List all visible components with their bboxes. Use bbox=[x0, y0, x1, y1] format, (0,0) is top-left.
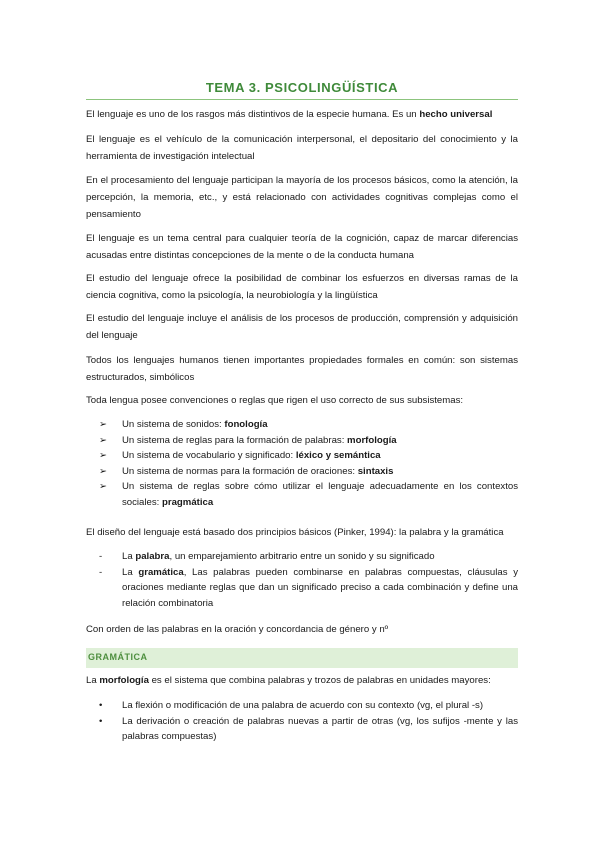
paragraph-6: El estudio del lenguaje incluye el análisis de los procesos de producción, comprensión y adquisición del lenguaje bbox=[86, 313, 518, 341]
arrow-bullet-icon: ➢ bbox=[99, 434, 108, 446]
arrow-bullet-icon: ➢ bbox=[99, 465, 108, 477]
principles-list bbox=[86, 549, 518, 611]
text: Un sistema de reglas para la formación de palabras: bbox=[122, 434, 348, 446]
text: La flexión o modificación de una palabra de acuerdo con su contexto (vg, el plural -s) bbox=[122, 700, 484, 711]
text: La bbox=[122, 566, 139, 578]
paragraph-5: El estudio del lenguaje ofrece la posibilidad de combinar los esfuerzos en diversas ramas de la ciencia cognitiva, como la psicología, la neurobiología y la lingüística bbox=[86, 273, 518, 301]
bold-text: palabra bbox=[135, 551, 170, 562]
paragraph-7: Todos los lenguajes humanos tienen importantes propiedades formales en común: son sistemas estructurados, simbólicos bbox=[86, 355, 518, 383]
bold-text: fonología bbox=[224, 419, 268, 430]
text: Un sistema de reglas sobre cómo utilizar el lenguaje adecuadamente en los contextos sociales: bbox=[122, 481, 518, 508]
section-heading-band bbox=[86, 648, 518, 668]
text: La derivación o creación de palabras nuevas a partir de otras (vg, los sufijos -mente y las palabras compuestas) bbox=[122, 715, 518, 742]
section-intro bbox=[86, 672, 518, 689]
text: Un sistema de vocabulario y significado: bbox=[122, 450, 296, 461]
text: La bbox=[86, 675, 100, 686]
arrow-bullet-icon: ➢ bbox=[99, 481, 108, 492]
paragraph-9: El diseño del lenguaje está basado dos principios básicos (Pinker, 1994): la palabra y la gramática bbox=[86, 527, 504, 538]
list-item bbox=[86, 565, 518, 612]
paragraph-2: El lenguaje es el vehículo de la comunicación interpersonal, el depositario del conocimiento y la herramienta de investigación intelectual bbox=[86, 134, 518, 162]
dash-bullet-icon: - bbox=[99, 551, 103, 562]
title-underline bbox=[86, 99, 518, 100]
text: es el sistema que combina palabras y trozos de palabras en unidades mayores: bbox=[148, 675, 491, 686]
text: Un sistema de normas para la formación de oraciones: bbox=[122, 465, 358, 477]
bold-text: gramática bbox=[138, 566, 184, 578]
paragraph-10: Con orden de las palabras en la oración y concordancia de género y nº bbox=[86, 624, 389, 635]
paragraph-3: En el procesamiento del lenguaje participan la mayoría de los procesos básicos, como la atención, la percepción, la memoria, etc., y está relacionado con actividades cognitivas complejas como el pensamiento bbox=[86, 175, 518, 220]
list-item bbox=[86, 464, 518, 480]
document-title: TEMA 3. PSICOLINGÜÍSTICA bbox=[205, 80, 399, 95]
list-item bbox=[86, 549, 518, 565]
list-item bbox=[86, 448, 518, 464]
bold-text: léxico y semántica bbox=[295, 450, 381, 461]
dash-bullet-icon: - bbox=[99, 566, 103, 578]
subsystems-list bbox=[86, 417, 518, 510]
text: Un sistema de sonidos: bbox=[122, 419, 225, 430]
bold-text: morfología bbox=[99, 675, 149, 686]
text: , un emparejamiento arbitrario entre un sonido y su significado bbox=[169, 551, 435, 562]
list-item bbox=[86, 433, 518, 449]
text: , Las palabras pueden combinarse en palabras compuestas, cláusulas y oraciones mediante reglas que dan un significado preciso a cada combinación y define una relación combinatoria bbox=[122, 566, 518, 609]
list-item bbox=[86, 479, 518, 510]
paragraph-8: Toda lengua posee convenciones o reglas que rigen el uso correcto de sus subsistemas: bbox=[86, 395, 464, 406]
bold-text: hecho universal bbox=[419, 109, 493, 120]
bold-text: sintaxis bbox=[357, 465, 394, 477]
bullet-icon: • bbox=[99, 715, 103, 727]
text: El lenguaje es uno de los rasgos más distintivos de la especie humana. Es un bbox=[86, 109, 420, 120]
list-item bbox=[86, 698, 518, 714]
morphology-list bbox=[86, 698, 518, 745]
bullet-icon: • bbox=[99, 700, 103, 711]
section-heading: GRAMÁTICA bbox=[88, 652, 148, 662]
arrow-bullet-icon: ➢ bbox=[99, 419, 108, 430]
text: La bbox=[122, 551, 136, 562]
list-item bbox=[86, 714, 518, 745]
list-item bbox=[86, 417, 518, 433]
bold-text: pragmática bbox=[162, 496, 214, 508]
paragraph-1 bbox=[86, 106, 518, 123]
paragraph-4: El lenguaje es un tema central para cualquier teoría de la cognición, capaz de marcar diferencias acusadas entre distintas concepciones de la mente o de la conducta humana bbox=[86, 233, 518, 261]
arrow-bullet-icon: ➢ bbox=[99, 450, 108, 461]
bold-text: morfología bbox=[347, 434, 397, 446]
